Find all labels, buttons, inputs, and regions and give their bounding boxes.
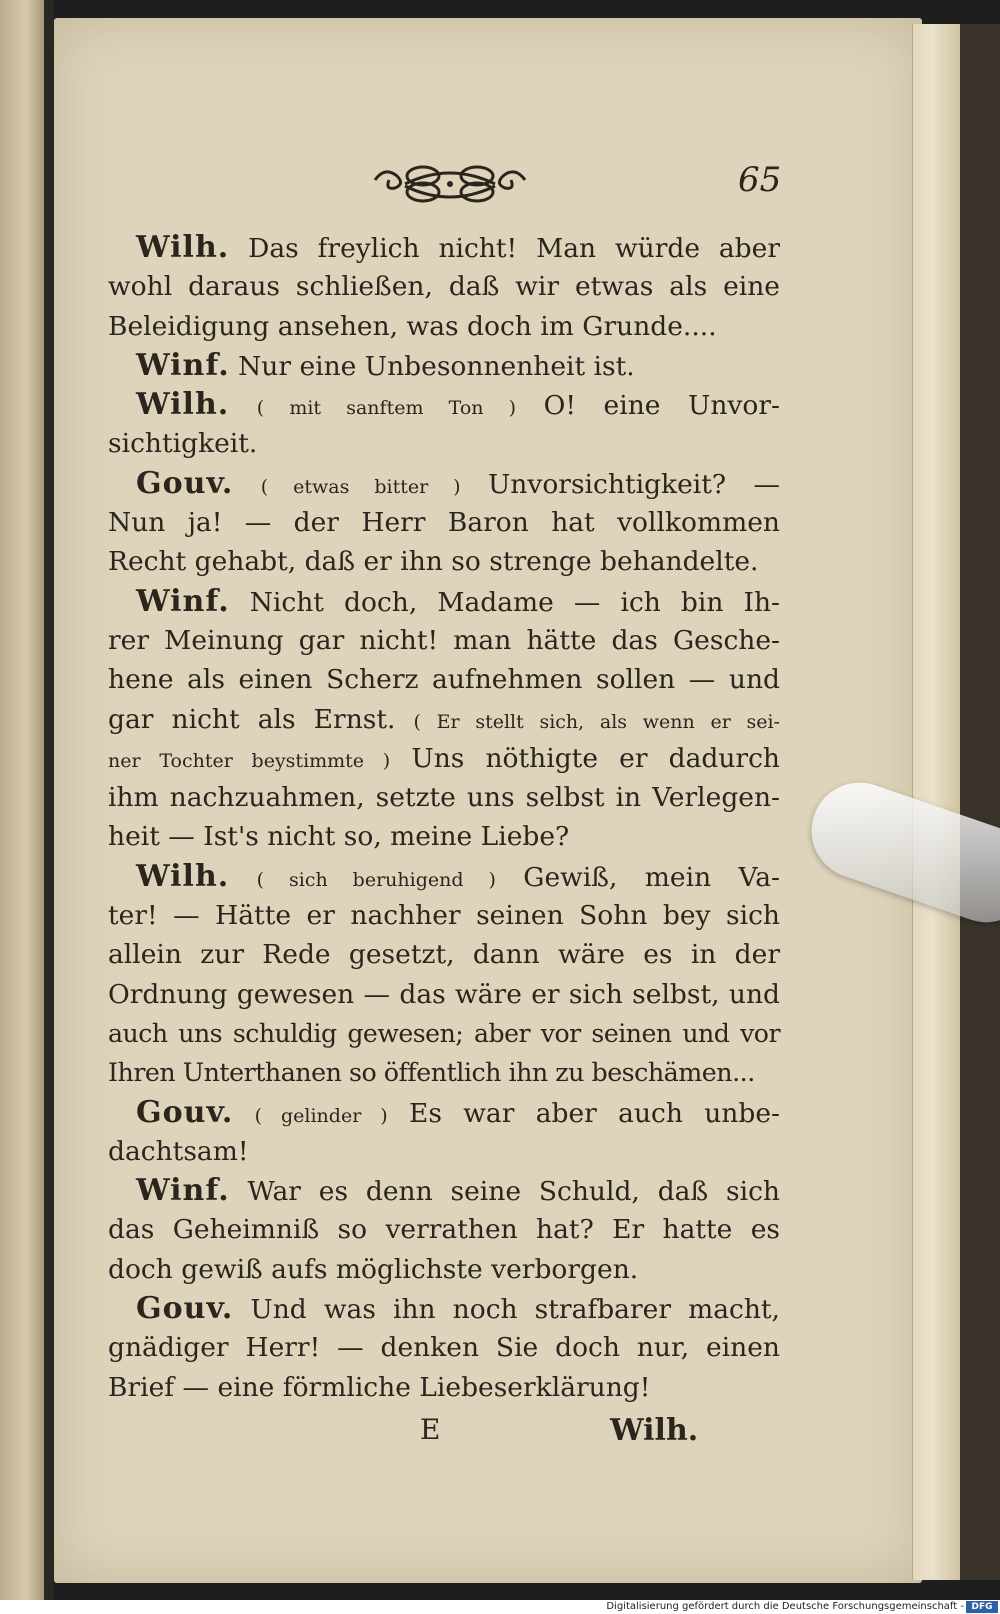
text-line [108, 857, 780, 896]
text-line [108, 896, 780, 935]
text-line [108, 621, 780, 660]
line-text: gar nicht als Ernst. [108, 703, 396, 735]
text-line [108, 817, 780, 856]
line-text: Recht gehabt, daß er ihn so strenge behandelte. [108, 546, 759, 578]
speaker-name: Wilh. [136, 858, 230, 894]
line-text: dachtsam! [108, 1135, 249, 1167]
line-text: das Geheimniß so verrathen hat? Er hatte es [108, 1214, 780, 1246]
line-text: Nicht doch, Madame — ich bin Ih- [249, 586, 780, 618]
speaker-name: Gouv. [136, 465, 234, 501]
catchword: Wilh. [610, 1413, 699, 1448]
signature-mark: E [420, 1413, 441, 1446]
ornament-icon [365, 160, 535, 206]
line-text: allein zur Rede gesetzt, dann wäre es in der [108, 939, 780, 971]
speaker-name: Gouv. [136, 1094, 234, 1130]
cover-edge [960, 24, 1000, 1580]
line-text: gnädiger Herr! — denken Sie doch nur, einen [108, 1332, 780, 1364]
line-text: Nur eine Unbesonnenheit ist. [238, 350, 635, 382]
text-line [108, 582, 780, 621]
text-line [108, 975, 780, 1014]
text-line [108, 1328, 780, 1367]
line-text: doch gewiß aufs möglichste verborgen. [108, 1253, 639, 1285]
text-line [108, 1368, 780, 1407]
line-text: ihm nachzuahmen, setzte uns selbst in Verlegen- [108, 782, 780, 814]
line-text: hene als einen Scherz aufnehmen sollen — und [108, 664, 780, 696]
text-line [108, 778, 780, 817]
text-line [108, 1250, 780, 1289]
speaker-name: Gouv. [136, 1291, 234, 1327]
line-text: auch uns schuldig gewesen; aber vor seinen und vor [108, 1018, 780, 1048]
page-footer-marks [420, 1413, 780, 1457]
text-line [108, 1053, 780, 1092]
stage-direction: ( Er stellt sich, als wenn er sei- [413, 710, 780, 733]
line-text: heit — Ist's nicht so, meine Liebe? [108, 821, 570, 853]
line-text: Uns nöthigte er dadurch [411, 742, 780, 774]
text-line [108, 228, 780, 267]
stage-direction: ( gelinder ) [254, 1104, 388, 1127]
text-line [108, 424, 780, 463]
text-line [108, 935, 780, 974]
text-line [108, 503, 780, 542]
speaker-name: Wilh. [136, 230, 230, 265]
footer-credit: Digitalisierung gefördert durch die Deutsche Forschungsgemeinschaft - [606, 1601, 964, 1612]
line-text: Nun ja! — der Herr Baron hat vollkommen [108, 507, 780, 539]
line-text: Brief — eine förmliche Liebeserklärung! [108, 1371, 651, 1403]
text-line [108, 307, 780, 346]
text-line [108, 1014, 780, 1053]
line-text: War es denn seine Schuld, daß sich [247, 1176, 780, 1208]
dfg-logo-icon: DFG [966, 1601, 998, 1613]
speaker-name: Winf. [136, 1173, 230, 1209]
text-line [108, 1171, 780, 1210]
speaker-name: Winf. [136, 583, 230, 619]
page-text [108, 228, 780, 1407]
line-text: sichtigkeit. [108, 428, 258, 460]
text-line [108, 660, 780, 699]
text-line [108, 267, 780, 306]
text-line [108, 1132, 780, 1171]
line-text: Und was ihn noch strafbarer macht, [250, 1294, 780, 1326]
stage-direction: ( sich beruhigend ) [256, 868, 496, 891]
stage-direction: ( mit sanftem Ton ) [256, 397, 517, 420]
line-text: wohl daraus schließen, daß wir etwas als eine [108, 271, 780, 303]
text-line [108, 385, 780, 424]
text-line [108, 739, 780, 778]
speaker-name: Wilh. [136, 387, 230, 423]
line-text: Das freylich nicht! Man würde aber [248, 233, 780, 264]
line-text: rer Meinung gar nicht! man hätte das Gesche- [108, 624, 780, 656]
text-line [108, 1093, 780, 1132]
text-line [108, 700, 780, 739]
facing-page-edge [0, 0, 44, 1600]
text-line [108, 1210, 780, 1249]
text-line [108, 346, 780, 385]
stage-direction: ( etwas bitter ) [260, 475, 461, 498]
text-line [108, 464, 780, 503]
stage-direction: ner Tochter beystimmte ) [108, 749, 391, 772]
page-number: 65 [738, 160, 782, 200]
line-text: O! eine Unvor- [543, 390, 780, 422]
speaker-name: Winf. [136, 347, 230, 383]
line-text: Es war aber auch unbe- [408, 1097, 780, 1129]
text-line [108, 1289, 780, 1328]
text-line [108, 542, 780, 581]
line-text: Gewiß, mein Va- [523, 861, 780, 893]
binding-gutter [44, 0, 54, 1600]
line-text: Beleidigung ansehen, was doch im Grunde.... [108, 310, 717, 342]
line-text: ter! — Hätte er nachher seinen Sohn bey sich [108, 900, 780, 932]
digitization-footer [0, 1600, 1000, 1614]
line-text: Ordnung gewesen — das wäre er sich selbst, und [108, 978, 780, 1010]
line-text: Unvorsichtigkeit? — [487, 468, 780, 500]
line-text: Ihren Unterthanen so öffentlich ihn zu beschämen... [108, 1057, 755, 1088]
